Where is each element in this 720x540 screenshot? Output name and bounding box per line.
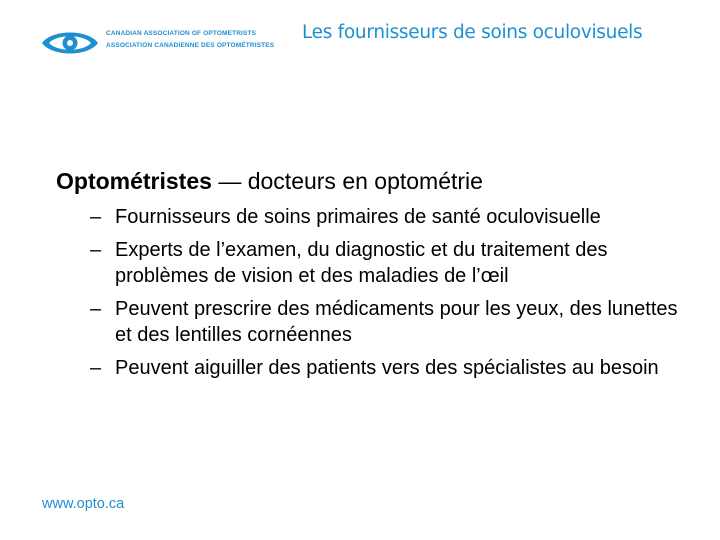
eye-icon [40,27,100,59]
list-item [90,296,690,349]
main-heading [56,168,483,195]
bullet-list [90,204,690,387]
slide-header: Les fournisseurs de soins oculovisuels [302,22,643,43]
logo-line-english: CANADIAN ASSOCIATION OF OPTOMETRISTS [106,30,257,37]
bullet-dash: – [90,206,102,228]
list-item [90,204,690,231]
heading-rest: — docteurs en optométrie [211,168,483,194]
logo-wordmark [106,28,274,52]
bullet-text: Peuvent prescrire des médicaments pour les yeux, des lunettes et des lentilles cornéennes [115,297,678,346]
bullet-text: Fournisseurs de soins primaires de santé oculovisuelle [115,206,601,228]
logo-line-french: ASSOCIATION CANADIENNE DES OPTOMÉTRISTES [106,42,275,49]
bullet-dash: – [90,356,102,379]
list-item [90,355,690,382]
heading-strong: Optométristes [56,168,212,194]
bullet-dash: – [90,297,102,320]
bullet-text: Peuvent aiguiller des patients vers des spécialistes au besoin [115,356,659,379]
bullet-dash: – [90,238,102,261]
bullet-text: Experts de l’examen, du diagnostic et du traitement des problèmes de vision et des maladies de l’œil [115,238,608,287]
list-item [90,237,690,290]
association-logo [40,25,290,61]
footer-url[interactable]: www.opto.ca [42,496,125,512]
